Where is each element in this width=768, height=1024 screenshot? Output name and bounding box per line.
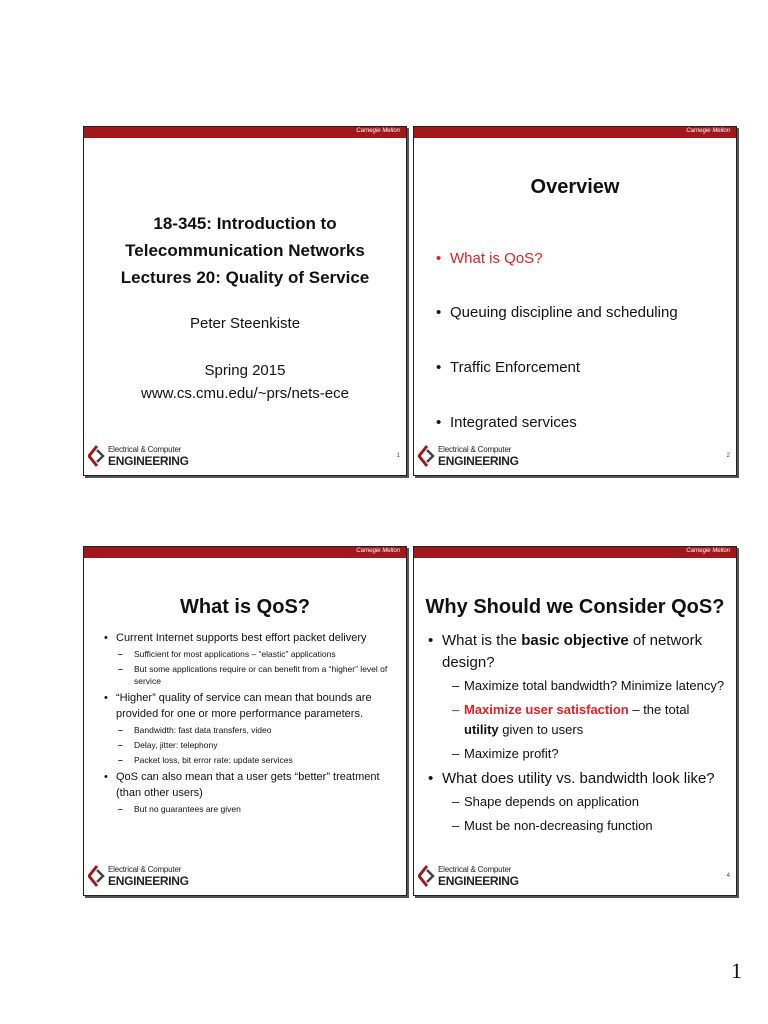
- overview-item: • Traffic Enforcement: [436, 359, 581, 376]
- ece-logo: [88, 443, 198, 469]
- sub-bullet: – Delay, jitter: telephony: [118, 740, 218, 750]
- slide-title: Overview: [530, 176, 620, 198]
- logo-text: Electrical & Computer: [438, 865, 512, 874]
- logo-text: ENGINEERING: [438, 454, 519, 468]
- brand-label: Carnegie Mellon: [686, 128, 730, 134]
- ece-logo: [418, 443, 528, 469]
- logo-text: ENGINEERING: [438, 874, 519, 888]
- overview-item: • Integrated services: [436, 414, 577, 431]
- slide-title: What is QoS?: [180, 596, 310, 618]
- course-url: www.cs.cmu.edu/~prs/nets-ece: [140, 385, 349, 402]
- logo-mark-icon: [418, 865, 436, 887]
- title-line: Telecommunication Networks: [125, 241, 365, 260]
- slide-number: 4: [726, 873, 730, 879]
- slide-title: [84, 210, 406, 291]
- slide-header-bar: [414, 547, 736, 558]
- slide-number: 2: [726, 453, 730, 459]
- page-number: 1: [731, 958, 742, 983]
- logo-text: ENGINEERING: [108, 454, 189, 468]
- slide-header-bar: [84, 127, 406, 138]
- title-line: 18-345: Introduction to: [153, 214, 337, 233]
- slide-3: [83, 546, 407, 896]
- ece-logo: [88, 863, 198, 889]
- bullet: • QoS can also mean that a user gets “better” treatment (than other users): [104, 771, 380, 799]
- sub-bullet: – Sufficient for most applications – “elastic” applications: [118, 649, 336, 659]
- sub-bullet: – Maximize profit?: [452, 746, 559, 761]
- ece-logo: [418, 863, 528, 889]
- term: Spring 2015: [204, 362, 286, 379]
- brand-label: Carnegie Mellon: [356, 128, 400, 134]
- bullet: • What does utility vs. bandwidth look like?: [428, 770, 715, 787]
- slide-title: Why Should we Consider QoS?: [425, 596, 725, 618]
- sub-bullet: – Must be non-decreasing function: [452, 818, 653, 833]
- slide-2: [413, 126, 737, 476]
- bullet-list: [102, 630, 396, 818]
- sub-bullet: – Maximize user satisfaction – the total utility given to users: [452, 702, 690, 737]
- logo-text: Electrical & Computer: [108, 865, 182, 874]
- slide-1: [83, 126, 407, 476]
- bullet: • “Higher” quality of service can mean that bounds are provided for one or more performance parameters.: [104, 692, 372, 720]
- sub-bullet: – Maximize total bandwidth? Minimize latency?: [452, 678, 725, 693]
- logo-text: Electrical & Computer: [108, 445, 182, 454]
- bullet: • Current Internet supports best effort packet delivery: [104, 632, 367, 644]
- logo-mark-icon: [88, 865, 106, 887]
- sub-bullet: – But some applications require or can benefit from a “higher” level of service: [118, 664, 388, 686]
- brand-label: Carnegie Mellon: [356, 548, 400, 554]
- overview-item: • What is QoS?: [436, 250, 543, 267]
- bullet: • What is the basic objective of network design?: [428, 632, 703, 671]
- logo-text: Electrical & Computer: [438, 445, 512, 454]
- sub-bullet: – Packet loss, bit error rate: update services: [118, 755, 293, 765]
- overview-item: • Queuing discipline and scheduling: [436, 304, 678, 321]
- sub-bullet: – Shape depends on application: [452, 794, 639, 809]
- brand-label: Carnegie Mellon: [686, 548, 730, 554]
- logo-mark-icon: [418, 445, 436, 467]
- bullet-list: [428, 630, 726, 840]
- title-line: Lectures 20: Quality of Service: [120, 268, 370, 287]
- author: Peter Steenkiste: [189, 315, 301, 332]
- logo-text: ENGINEERING: [108, 874, 189, 888]
- logo-mark-icon: [88, 445, 106, 467]
- sub-bullet: – Bandwidth: fast data transfers, video: [118, 725, 272, 735]
- slide-header-bar: [84, 547, 406, 558]
- slide-header-bar: [414, 127, 736, 138]
- slide-4: [413, 546, 737, 896]
- slide-number: 1: [396, 453, 400, 459]
- sub-bullet: – But no guarantees are given: [118, 804, 241, 814]
